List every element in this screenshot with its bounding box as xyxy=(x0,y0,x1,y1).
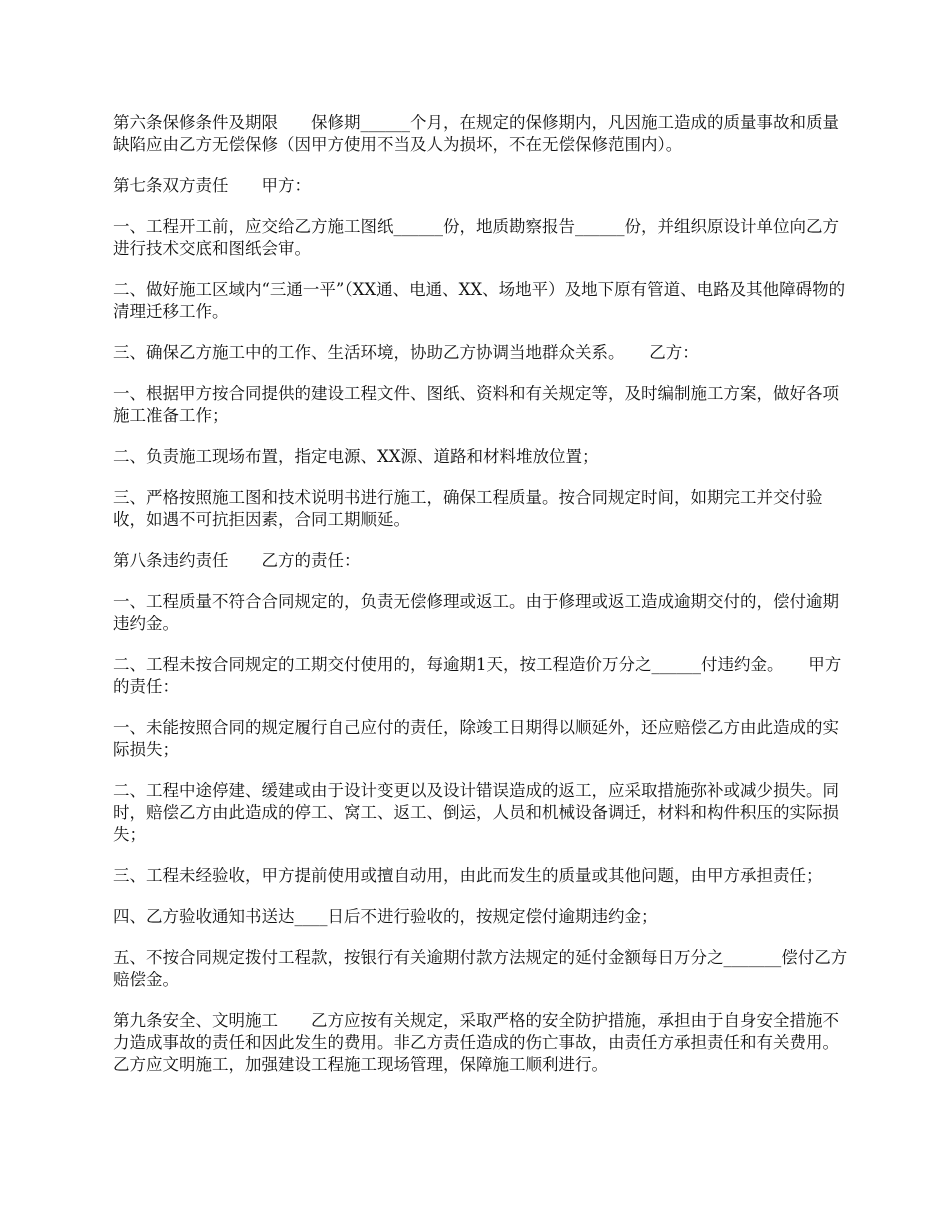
party-b-liability-2-paragraph: 二、工程未按合同规定的工期交付使用的，每逾期1天，按工程造价万分之______付违约金。 甲方的责任： xyxy=(113,655,842,696)
article-7-heading-paragraph: 第七条双方责任 甲方： xyxy=(113,176,311,195)
party-b-duty-1-paragraph: 一、根据甲方按合同提供的建设工程文件、图纸、资料和有关规定等，及时编制施工方案，做好各项施工准备工作； xyxy=(113,384,839,425)
party-b-duty-2-paragraph: 二、负责施工现场布置，指定电源、XX源、道路和材料堆放位置； xyxy=(113,447,599,466)
party-a-duty-3-paragraph: 三、确保乙方施工中的工作、生活环境，协助乙方协调当地群众关系。 乙方： xyxy=(113,343,699,362)
article-8-heading-paragraph: 第八条违约责任 乙方的责任： xyxy=(113,551,361,570)
party-a-liability-5-paragraph: 五、不按合同规定拨付工程款，按银行有关逾期付款方法规定的延付金额每日万分之_______偿付乙方赔偿金。 xyxy=(113,948,848,989)
party-a-liability-4-paragraph: 四、乙方验收通知书送达____日后不进行验收的，按规定偿付逾期违约金； xyxy=(113,907,658,926)
party-a-liability-1-paragraph: 一、未能按照合同的规定履行自己应付的责任，除竣工日期得以顺延外，还应赔偿乙方由此造成的实际损失； xyxy=(113,718,839,759)
party-a-liability-3-paragraph: 三、工程未经验收，甲方提前使用或擅自动用，由此而发生的质量或其他问题，由甲方承担责任； xyxy=(113,866,823,885)
article-6-warranty-paragraph: 第六条保修条件及期限 保修期______个月，在规定的保修期内，凡因施工造成的质量事故和质量缺陷应由乙方无偿保修（因甲方使用不当及人为损坏，不在无偿保修范围内）。 xyxy=(113,113,839,154)
party-a-duty-1-paragraph: 一、工程开工前，应交给乙方施工图纸______份，地质勘察报告______份，并组织原设计单位向乙方进行技术交底和图纸会审。 xyxy=(113,217,839,258)
party-a-liability-2-paragraph: 二、工程中途停建、缓建或由于设计变更以及设计错误造成的返工，应采取措施弥补或减少损失。同时，赔偿乙方由此造成的停工、窝工、返工、倒运，人员和机械设备调迁，材料和构件积压的实际损失； xyxy=(113,781,839,844)
party-b-liability-1-paragraph: 一、工程质量不符合合同规定的，负责无偿修理或返工。由于修理或返工造成逾期交付的，偿付逾期违约金。 xyxy=(113,592,839,633)
article-9-safety-paragraph: 第九条安全、文明施工 乙方应按有关规定，采取严格的安全防护措施，承担由于自身安全措施不力造成事故的责任和因此发生的费用。非乙方责任造成的伤亡事故，由责任方承担责任和有关费用。 乙方应文明施工，加强建设工程施工现场管理，保障施工顺利进行。 xyxy=(113,1011,864,1074)
party-b-duty-3-paragraph: 三、严格按照施工图和技术说明书进行施工，确保工程质量。按合同规定时间，如期完工并交付验收，如遇不可抗拒因素，合同工期顺延。 xyxy=(113,488,823,529)
document-page xyxy=(113,112,864,1095)
party-a-duty-2-paragraph: 二、做好施工区域内“三通一平”（XX通、电通、XX、场地平）及地下原有管道、电路及其他障碍物的清理迁移工作。 xyxy=(113,280,846,321)
